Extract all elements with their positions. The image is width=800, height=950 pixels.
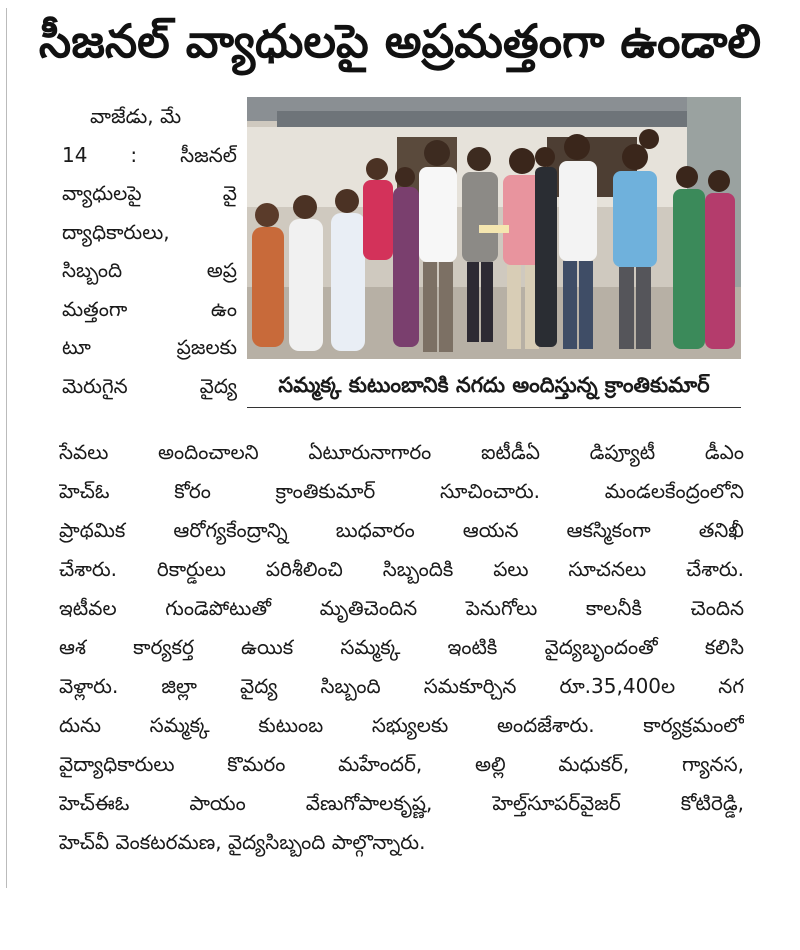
photo-caption: సమ్మక్క కుటుంబానికి నగదు అందిస్తున్న క్రాంతికుమార్: [247, 363, 741, 408]
group-photo-illustration: [247, 97, 741, 359]
headline: సీజనల్ వ్యాధులపై అప్రమత్తంగా ఉండాలి: [38, 14, 762, 68]
article-line: హెచ్‌వీ వెంకటరమణ, వైద్యసిబ్బంది పాల్గొన్నారు.: [59, 830, 426, 854]
article-line: సేవలు అందించాలని ఏటూరునాగారం ఐటీడీఏ డిప్యూటీ డీఎం: [59, 440, 744, 464]
article-line: వ్యాధులపై వై: [62, 181, 237, 205]
article-line: మత్తంగా ఉం: [62, 296, 237, 321]
article-line: 14 : సీజనల్: [62, 142, 237, 167]
article-line: మెరుగైన వైద్య: [62, 373, 237, 398]
news-photo-block: [247, 97, 741, 413]
article-line: వైద్యాధికారులు కొమరం మహేందర్, అల్లి మధుకర్, గ్యానస,: [59, 752, 744, 776]
column-rule: [6, 8, 7, 888]
article-line: ఇటీవల గుండెపోటుతో మృతిచెందిన పెనుగోలు కాలనీకి చెందిన: [59, 596, 744, 620]
article-line: ప్రాథమిక ఆరోగ్యకేంద్రాన్ని బుధవారం ఆయన ఆకస్మికంగా తనిఖీ: [59, 518, 744, 542]
article-line: వెళ్లారు. జిల్లా వైద్య సిబ్బంది సమకూర్చిన రూ.35,400ల నగ: [59, 674, 744, 698]
article-body: [59, 433, 744, 862]
article-intro-column: [62, 97, 237, 405]
article-line: టూ ప్రజలకు: [62, 335, 237, 359]
article-line: హెచ్ఓ కోరం క్రాంతికుమార్ సూచించారు. మండలకేంద్రంలోని: [59, 479, 744, 503]
article-line: సిబ్బంది అప్ర: [62, 258, 237, 282]
news-photo: [247, 97, 741, 359]
article-line: చేశారు. రికార్డులు పరిశీలించి సిబ్బందికి పలు సూచనలు చేశారు.: [59, 557, 744, 581]
article-line: ఆశ కార్యకర్త ఉయిక సమ్మక్క ఇంటికి వైద్యబృందంతో కలిసి: [59, 635, 744, 659]
article-line: దును సమ్మక్క కుటుంబ సభ్యులకు అందజేశారు. కార్యక్రమంలో: [59, 713, 744, 737]
article-line: వాజేడు, మే: [90, 104, 182, 128]
article-line: ద్యాధికారులు,: [62, 219, 170, 244]
article-line: హెచ్ఈఓ పాయం వేణుగోపాలకృష్ణ, హెల్త్‌సూపర్‌వైజర్ కోటిరెడ్డి,: [59, 791, 744, 815]
